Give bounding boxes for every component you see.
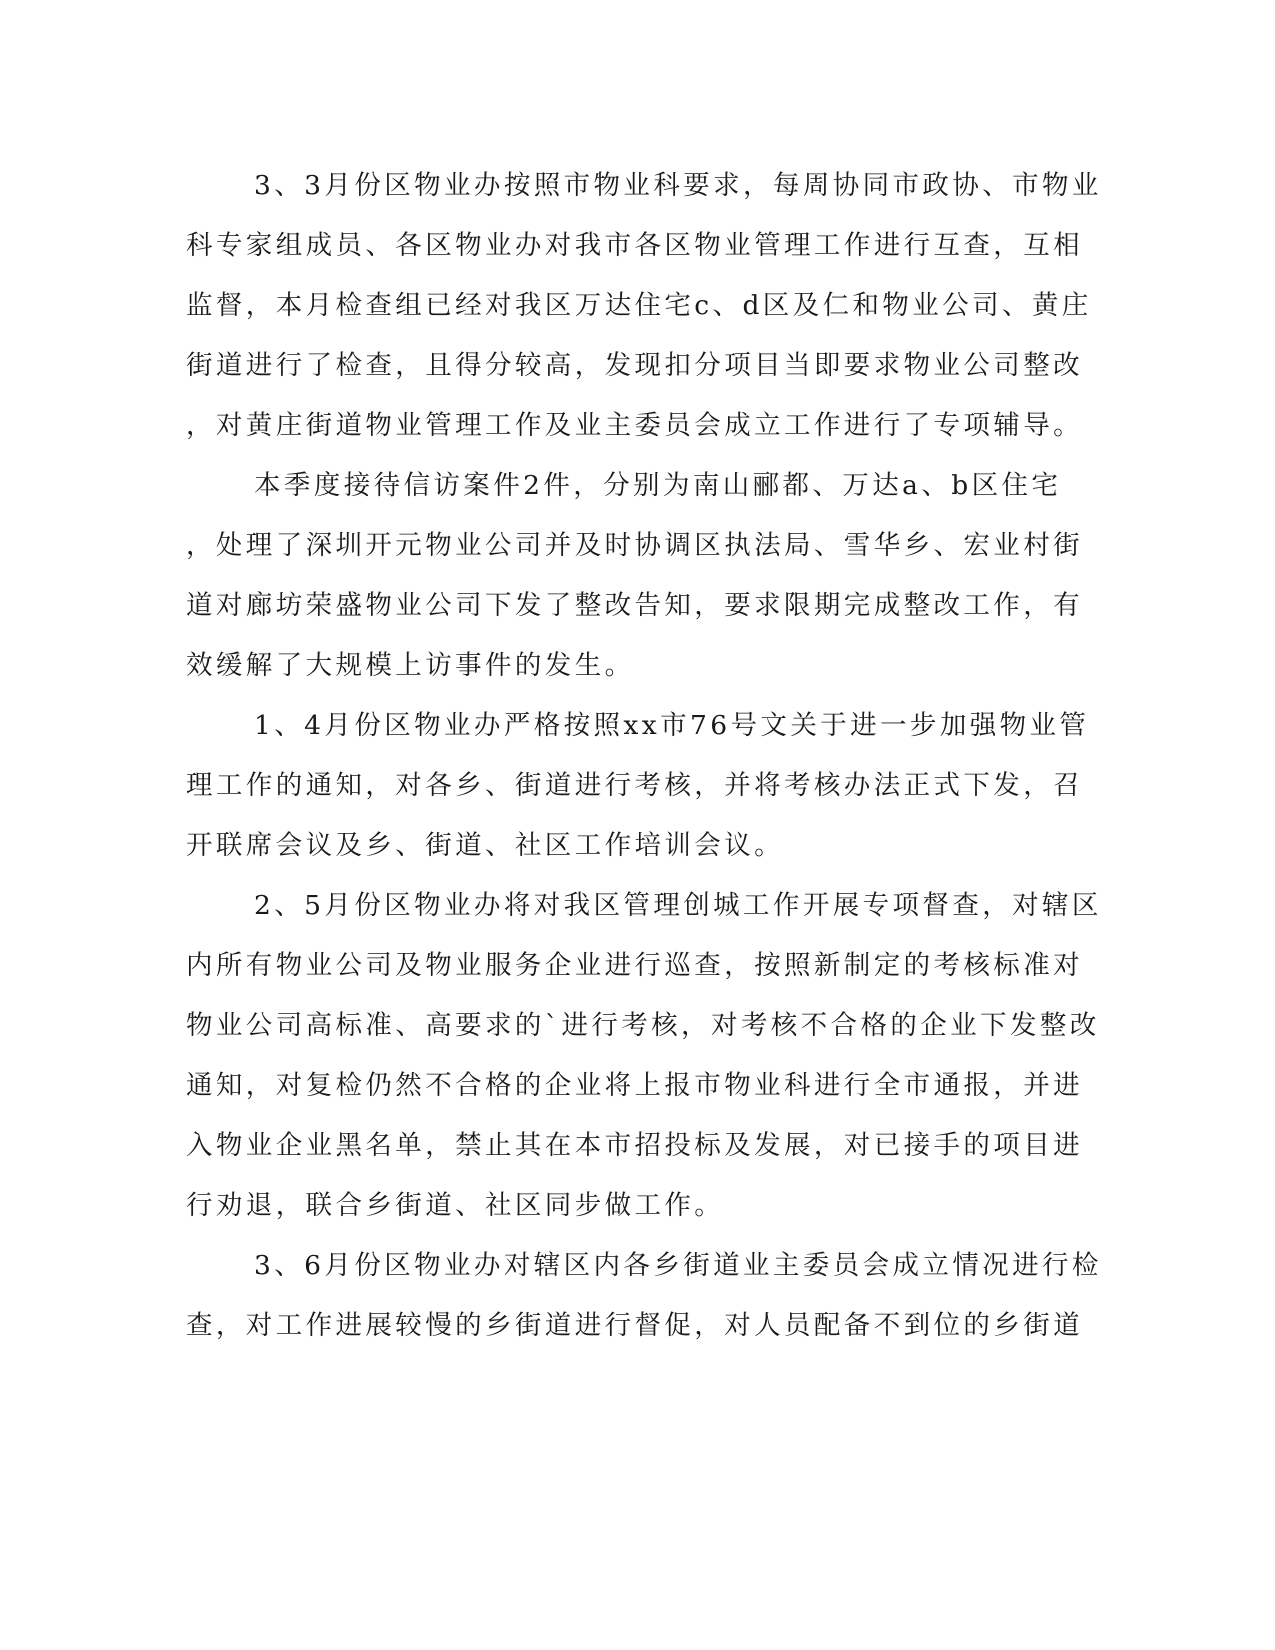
- text-line: 开联席会议及乡、街道、社区工作培训会议。: [186, 830, 784, 861]
- text-line: 通知，对复检仍然不合格的企业将上报市物业科进行全市通报，并进: [186, 1070, 1083, 1101]
- text-line: 效缓解了大规模上访事件的发生。: [186, 650, 635, 681]
- text-line: 本季度接待信访案件2件，分别为南山郦都、万达a、b区住宅: [254, 470, 1062, 501]
- text-line: 行劝退，联合乡街道、社区同步做工作。: [186, 1190, 725, 1221]
- text-line: ，对黄庄街道物业管理工作及业主委员会成立工作进行了专项辅导。: [186, 410, 1083, 441]
- document-body: [186, 156, 1102, 1356]
- paragraph-march-inspection: [186, 156, 1102, 456]
- text-line: 1、4月份区物业办严格按照xx市76号文关于进一步加强物业管: [254, 710, 1090, 741]
- text-line: 3、6月份区物业办对辖区内各乡街道业主委员会成立情况进行检: [254, 1250, 1102, 1281]
- text-line: 2、5月份区物业办将对我区管理创城工作开展专项督查，对辖区: [254, 890, 1102, 921]
- text-line: 查，对工作进展较慢的乡街道进行督促，对人员配备不到位的乡街道: [186, 1310, 1083, 1341]
- text-line: 理工作的通知，对各乡、街道进行考核，并将考核办法正式下发，召: [186, 770, 1083, 801]
- text-line: 内所有物业公司及物业服务企业进行巡查，按照新制定的考核标准对: [186, 950, 1083, 981]
- text-line: 物业公司高标准、高要求的`进行考核，对考核不合格的企业下发整改: [186, 1010, 1100, 1041]
- paragraph-petition-cases: [186, 456, 1083, 696]
- text-line: 监督，本月检查组已经对我区万达住宅c、d区及仁和物业公司、黄庄: [186, 290, 1092, 321]
- text-line: 街道进行了检查，且得分较高，发现扣分项目当即要求物业公司整改: [186, 350, 1083, 381]
- paragraph-june-committee-check: [186, 1236, 1102, 1356]
- paragraph-april-assessment: [186, 696, 1090, 876]
- paragraph-may-supervision: [186, 876, 1102, 1236]
- text-line: 道对廊坊荣盛物业公司下发了整改告知，要求限期完成整改工作，有: [186, 590, 1083, 621]
- text-line: 3、3月份区物业办按照市物业科要求，每周协同市政协、市物业: [254, 170, 1102, 201]
- text-line: 科专家组成员、各区物业办对我市各区物业管理工作进行互查，互相: [186, 230, 1083, 261]
- text-line: 入物业企业黑名单，禁止其在本市招投标及发展，对已接手的项目进: [186, 1130, 1083, 1161]
- text-line: ，处理了深圳开元物业公司并及时协调区执法局、雪华乡、宏业村街: [186, 530, 1083, 561]
